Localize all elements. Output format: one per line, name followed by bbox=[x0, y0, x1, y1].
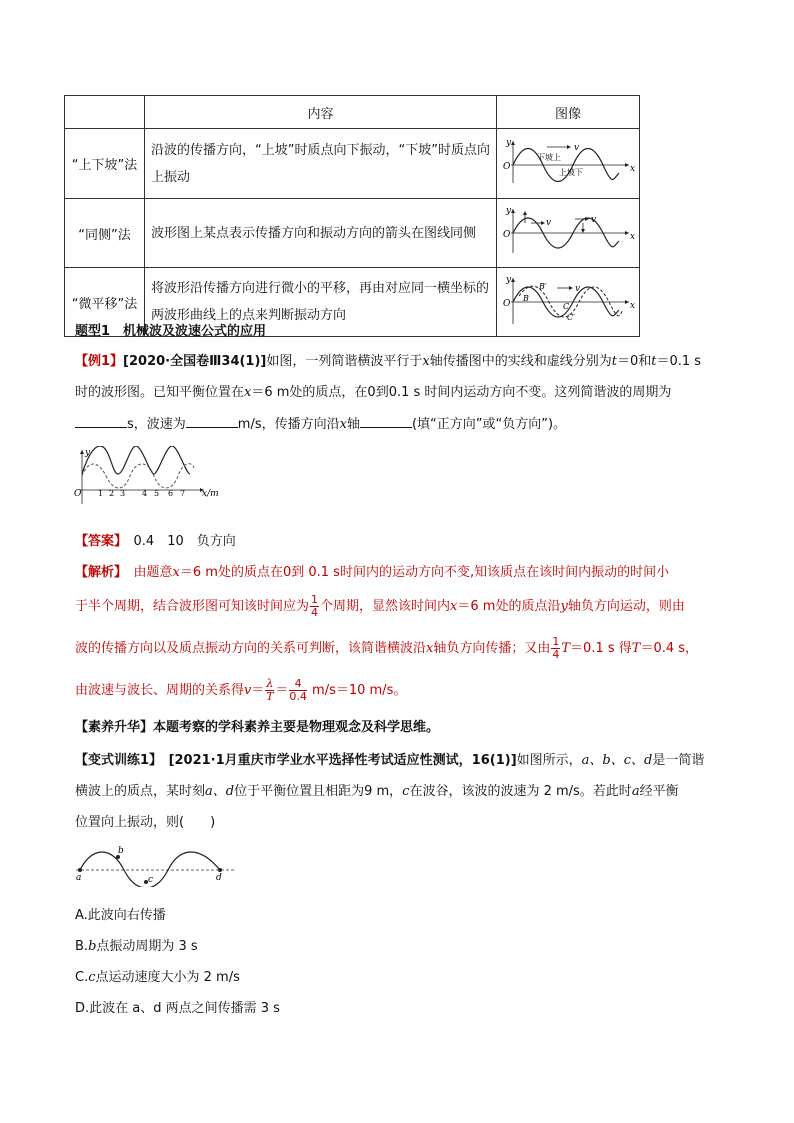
section-title: 题型1 机械波及波速公式的应用 bbox=[75, 324, 267, 339]
option-prefix: C. bbox=[75, 970, 89, 985]
variant-line-1 bbox=[75, 751, 735, 771]
text: ＝0.1 s bbox=[656, 354, 702, 369]
y-axis-label: y bbox=[506, 206, 512, 216]
text: 时的波形图。已知平衡位置在 bbox=[75, 385, 245, 400]
example-line-2 bbox=[75, 383, 735, 403]
wave-diagram-sameside bbox=[497, 201, 640, 261]
var: a、d bbox=[205, 784, 235, 799]
x-axis-label: x/m bbox=[202, 489, 219, 499]
example-line-1 bbox=[75, 352, 735, 372]
velocity-label-2: v bbox=[591, 215, 597, 225]
var: a、b、c、d bbox=[581, 753, 653, 768]
var: y bbox=[560, 599, 568, 614]
var: v bbox=[244, 683, 252, 698]
var: x bbox=[172, 565, 180, 580]
method-image-updown bbox=[497, 129, 640, 199]
var: x bbox=[426, 641, 434, 656]
point-a-label: a bbox=[76, 873, 82, 883]
point-cprime-label: C′ bbox=[567, 313, 575, 322]
frac-den: T bbox=[266, 690, 274, 703]
text: 个周期，显然该时间内 bbox=[320, 599, 451, 614]
text: 轴 bbox=[346, 417, 360, 432]
variant-wave-graph bbox=[72, 842, 242, 887]
frac-den: 4 bbox=[552, 648, 560, 661]
blank-period bbox=[75, 414, 127, 428]
x-axis-label: x bbox=[630, 232, 636, 242]
example-wave-graph bbox=[72, 446, 232, 506]
option-a[interactable] bbox=[75, 906, 735, 926]
method-image-sameside bbox=[497, 199, 640, 268]
y-axis-label: y bbox=[506, 275, 512, 285]
example-source: [2020·全国卷Ⅲ34(1)] bbox=[123, 354, 267, 369]
text: 于半个周期，结合波形图可知该时间应为 bbox=[75, 599, 310, 614]
y-axis-label: y bbox=[506, 138, 512, 148]
method-name: “上下坡”法 bbox=[65, 129, 145, 199]
tick-label: 3 bbox=[120, 489, 126, 498]
var: x bbox=[450, 599, 458, 614]
text: 轴传播图中的实线和虚线分别为 bbox=[429, 354, 612, 369]
method-name: “微平移”法 bbox=[65, 268, 145, 337]
text: ＝ bbox=[251, 683, 265, 698]
text: 由波速与波长、周期的关系得 bbox=[75, 683, 245, 698]
option-prefix: B. bbox=[75, 939, 89, 954]
answer-text: 0.4 10 负方向 bbox=[133, 534, 236, 549]
frac-num: 4 bbox=[289, 678, 307, 691]
tick-label: 6 bbox=[168, 489, 174, 498]
var: b bbox=[88, 939, 97, 954]
fraction-4-over-04 bbox=[289, 678, 307, 703]
text: m/s＝10 m/s。 bbox=[312, 683, 407, 698]
var: T bbox=[561, 641, 571, 656]
table-header-blank bbox=[65, 96, 145, 129]
down-slope-label: 下坡上 bbox=[537, 153, 561, 162]
var: t bbox=[611, 354, 617, 369]
var: a bbox=[631, 784, 640, 799]
frac-num: 1 bbox=[552, 635, 560, 648]
option-prefix: A. bbox=[75, 908, 88, 923]
answer-tag: 【答案】 bbox=[75, 534, 121, 549]
analysis-line-4 bbox=[75, 678, 735, 704]
option-text: 此波在 a、d 两点之间传播需 3 s bbox=[89, 1001, 280, 1016]
option-b[interactable] bbox=[75, 937, 735, 957]
analysis-line-2 bbox=[75, 594, 735, 620]
frac-num: 1 bbox=[311, 593, 319, 606]
tick-label: 7 bbox=[180, 489, 186, 498]
method-content: 将波形沿传播方向进行微小的平移，再由对应同一横坐标的两波形曲线上的点来判断振动方向 bbox=[145, 268, 497, 337]
var: c bbox=[402, 784, 410, 799]
var: c bbox=[88, 970, 96, 985]
text: 轴负方向运动，则由 bbox=[567, 599, 685, 614]
x-axis-label: x bbox=[630, 164, 636, 174]
text: 轴负方向传播；又由 bbox=[433, 641, 551, 656]
text: 横波上的质点，某时刻 bbox=[75, 784, 206, 799]
analysis-line-1 bbox=[75, 563, 735, 583]
option-text: 此波向右传播 bbox=[87, 908, 166, 923]
text: 如图所示， bbox=[516, 753, 582, 768]
point-bprime-label: B′ bbox=[539, 282, 547, 291]
option-c[interactable] bbox=[75, 968, 735, 988]
text: m/s，传播方向沿 bbox=[237, 417, 340, 432]
frac-num: λ bbox=[266, 677, 274, 690]
fraction-quarter bbox=[310, 594, 319, 619]
option-d[interactable] bbox=[75, 999, 735, 1019]
variant-tag: 【变式训练1】 bbox=[75, 753, 156, 768]
fraction-lambda-over-t bbox=[265, 678, 274, 703]
table-header-image: 图像 bbox=[497, 96, 640, 129]
tick-label: 2 bbox=[109, 489, 115, 498]
option-text: 点振动周期为 3 s bbox=[96, 939, 198, 954]
origin-label: O bbox=[503, 162, 511, 172]
text: 经平衡 bbox=[639, 784, 679, 799]
frac-den: 4 bbox=[311, 606, 319, 619]
point-b-label: B bbox=[523, 294, 529, 303]
table-header-row bbox=[65, 96, 640, 129]
velocity-label: v bbox=[574, 143, 580, 153]
origin-label: O bbox=[503, 230, 511, 240]
point-c-label: C bbox=[563, 302, 570, 311]
text: 位于平衡位置且相距为9 m， bbox=[234, 784, 403, 799]
variant-line-2 bbox=[75, 782, 735, 802]
text: ＝0和 bbox=[616, 354, 652, 369]
table-header-content: 内容 bbox=[145, 96, 497, 129]
point-d-label: d bbox=[216, 873, 222, 883]
frac-den: 0.4 bbox=[289, 690, 307, 703]
fraction-quarter bbox=[551, 636, 560, 661]
velocity-label: v bbox=[575, 284, 581, 294]
text: ＝6 m处的质点在0到 0.1 s时间内的运动方向不变,知该质点在该时间内振动的时间小 bbox=[179, 565, 670, 580]
point-c-label: c bbox=[148, 875, 154, 885]
var: x bbox=[244, 385, 252, 400]
analysis-tag: 【解析】 bbox=[75, 565, 121, 580]
variant-line-3: 位置向上振动，则( ) bbox=[75, 815, 216, 830]
blank-speed bbox=[186, 414, 238, 428]
text: 波的传播方向以及质点振动方向的关系可判断，该简谐横波沿 bbox=[75, 641, 427, 656]
example-line-3 bbox=[75, 414, 735, 435]
text: ＝0.4 s， bbox=[640, 641, 699, 656]
text: 是一简谐 bbox=[652, 753, 705, 768]
point-b-label: b bbox=[118, 846, 124, 856]
text: ＝6 m处的质点，在0到0.1 s 时间内运动方向不变。这列简谐波的周期为 bbox=[251, 385, 672, 400]
var: T bbox=[631, 641, 641, 656]
tick-label: 5 bbox=[154, 489, 160, 498]
up-slope-label: 上坡下 bbox=[559, 168, 583, 177]
tick-label: 4 bbox=[142, 489, 148, 498]
x-axis-label: x bbox=[630, 301, 636, 311]
method-name: “同侧”法 bbox=[65, 199, 145, 268]
text: 在波谷，该波的波速为 2 m/s。若此时 bbox=[409, 784, 632, 799]
y-axis-label: y bbox=[85, 448, 91, 458]
table-row bbox=[65, 129, 640, 199]
var: t bbox=[651, 354, 657, 369]
text: ＝0.1 s 得 bbox=[570, 641, 632, 656]
variant-source: [2021·1月重庆市学业水平选择性考试适应性测试，16(1)] bbox=[168, 753, 517, 768]
literacy-line: 【素养升华】本题考察的学科素养主要是物理观念及科学思维。 bbox=[75, 720, 440, 735]
text: 如图，一列简谐横波平行于 bbox=[266, 354, 423, 369]
method-content: 波形图上某点表示传播方向和振动方向的箭头在图线同侧 bbox=[145, 199, 497, 268]
option-prefix: D. bbox=[75, 1001, 90, 1016]
wave-diagram-shift bbox=[497, 270, 640, 330]
tick-label: 1 bbox=[98, 489, 104, 498]
text: ＝6 m处的质点沿 bbox=[457, 599, 561, 614]
text: ＝ bbox=[275, 683, 289, 698]
text: (填“正方向”或“负方向”)。 bbox=[411, 417, 567, 432]
var: x bbox=[422, 354, 430, 369]
origin-label: O bbox=[74, 489, 82, 499]
text: s，波速为 bbox=[127, 417, 186, 432]
example-tag: 【例1】 bbox=[75, 354, 124, 369]
text: 由题意 bbox=[133, 565, 173, 580]
methods-table bbox=[64, 95, 640, 337]
velocity-label-1: v bbox=[546, 218, 552, 228]
var: x bbox=[339, 417, 347, 432]
option-text: 点运动速度大小为 2 m/s bbox=[95, 970, 240, 985]
table-row bbox=[65, 199, 640, 268]
wave-diagram-updown bbox=[497, 131, 640, 192]
origin-label: O bbox=[503, 299, 511, 309]
answer-line bbox=[75, 532, 735, 552]
method-content: 沿波的传播方向，“上坡”时质点向下振动，“下坡”时质点向上振动 bbox=[145, 129, 497, 199]
analysis-line-3 bbox=[75, 636, 735, 662]
blank-direction bbox=[360, 414, 412, 428]
